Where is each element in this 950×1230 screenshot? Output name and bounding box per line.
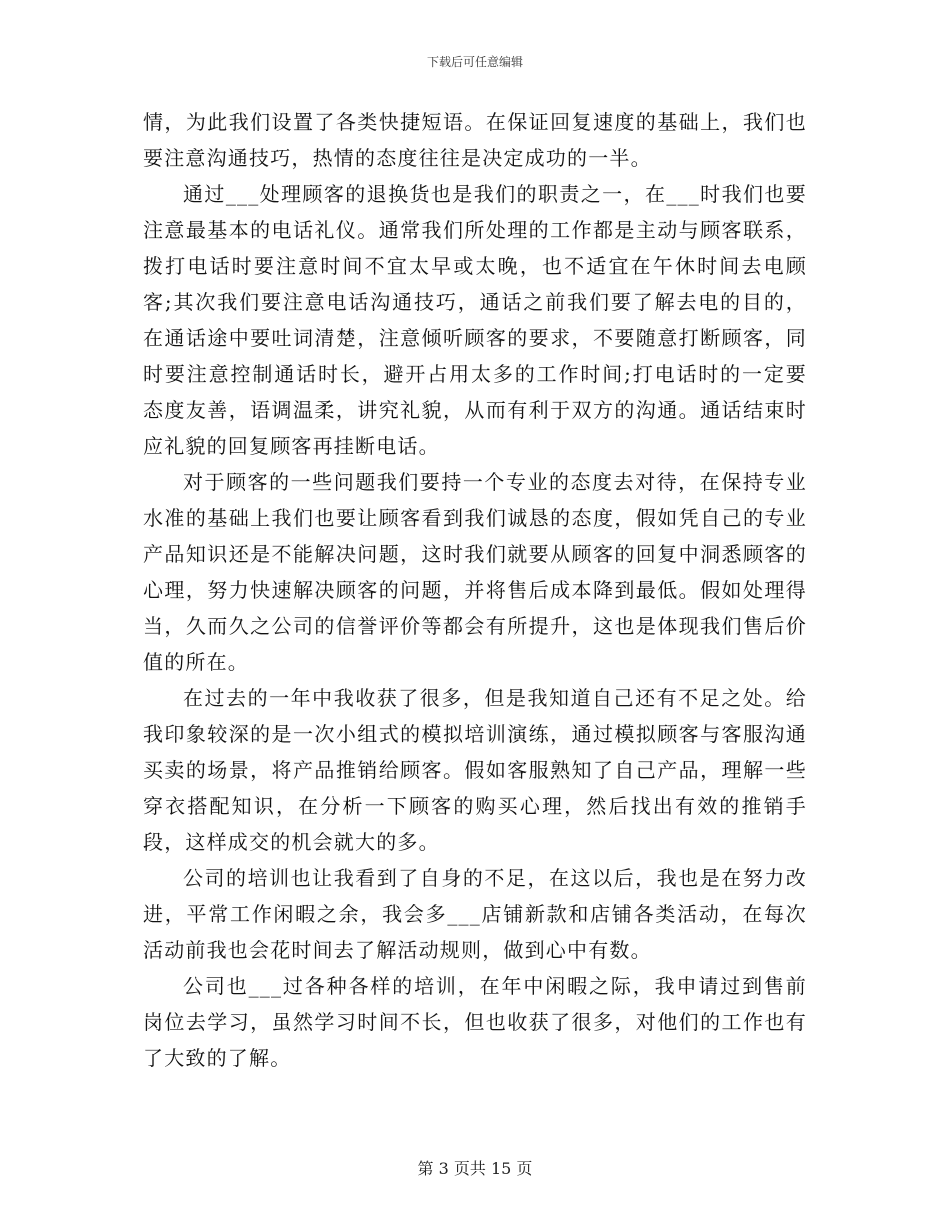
page-number: 第 3 页共 15 页 bbox=[417, 1159, 533, 1178]
paragraph-continued: 情，为此我们设置了各类快捷短语。在保证回复速度的基础上，我们也要注意沟通技巧，热情的态度往往是决定成功的一半。 bbox=[143, 110, 807, 170]
paragraph-presales-training: 公司也___过各种各样的培训，在年中闲暇之际，我申请过到售前岗位去学习，虽然学习时间不长，但也收获了很多，对他们的工作也有了大致的了解。 bbox=[143, 974, 807, 1070]
paragraph-training-improvement: 公司的培训也让我看到了自身的不足，在这以后，我也是在努力改进，平常工作闲暇之余，我会多___店铺新款和店铺各类活动，在每次活动前我也会花时间去了解活动规则，做到心中有数。 bbox=[143, 866, 807, 962]
document-body bbox=[143, 104, 807, 1076]
paragraph-phone-etiquette: 通过___处理顾客的退换货也是我们的职责之一，在___时我们也要注意最基本的电话礼仪。通常我们所处理的工作都是主动与顾客联系，拨打电话时要注意时间不宜太早或太晚，也不适宜在午休时间去电顾客;其次我们要注意电话沟通技巧，通话之前我们要了解去电的目的，在通话途中要吐词清楚，注意倾听顾客的要求，不要随意打断顾客，同时要注意控制通话时长，避开占用太多的工作时间;打电话时的一定要态度友善，语调温柔，讲究礼貌，从而有利于双方的沟通。通话结束时应礼貌的回复顾客再挂断电话。 bbox=[143, 182, 807, 458]
paragraph-professional-attitude: 对于顾客的一些问题我们要持一个专业的态度去对待，在保持专业水准的基础上我们也要让顾客看到我们诚恳的态度，假如凭自己的专业产品知识还是不能解决问题，这时我们就要从顾客的回复中洞悉顾客的心理，努力快速解决顾客的问题，并将售后成本降到最低。假如处理得当，久而久之公司的信誉评价等都会有所提升，这也是体现我们售后价值的所在。 bbox=[143, 470, 807, 674]
page-header: 下载后可任意编辑 bbox=[426, 55, 523, 69]
paragraph-year-review: 在过去的一年中我收获了很多，但是我知道自己还有不足之处。给我印象较深的是一次小组式的模拟培训演练，通过模拟顾客与客服沟通买卖的场景，将产品推销给顾客。假如客服熟知了自己产品，理解一些穿衣搭配知识，在分析一下顾客的购买心理，然后找出有效的推销手段，这样成交的机会就大的多。 bbox=[143, 686, 807, 854]
